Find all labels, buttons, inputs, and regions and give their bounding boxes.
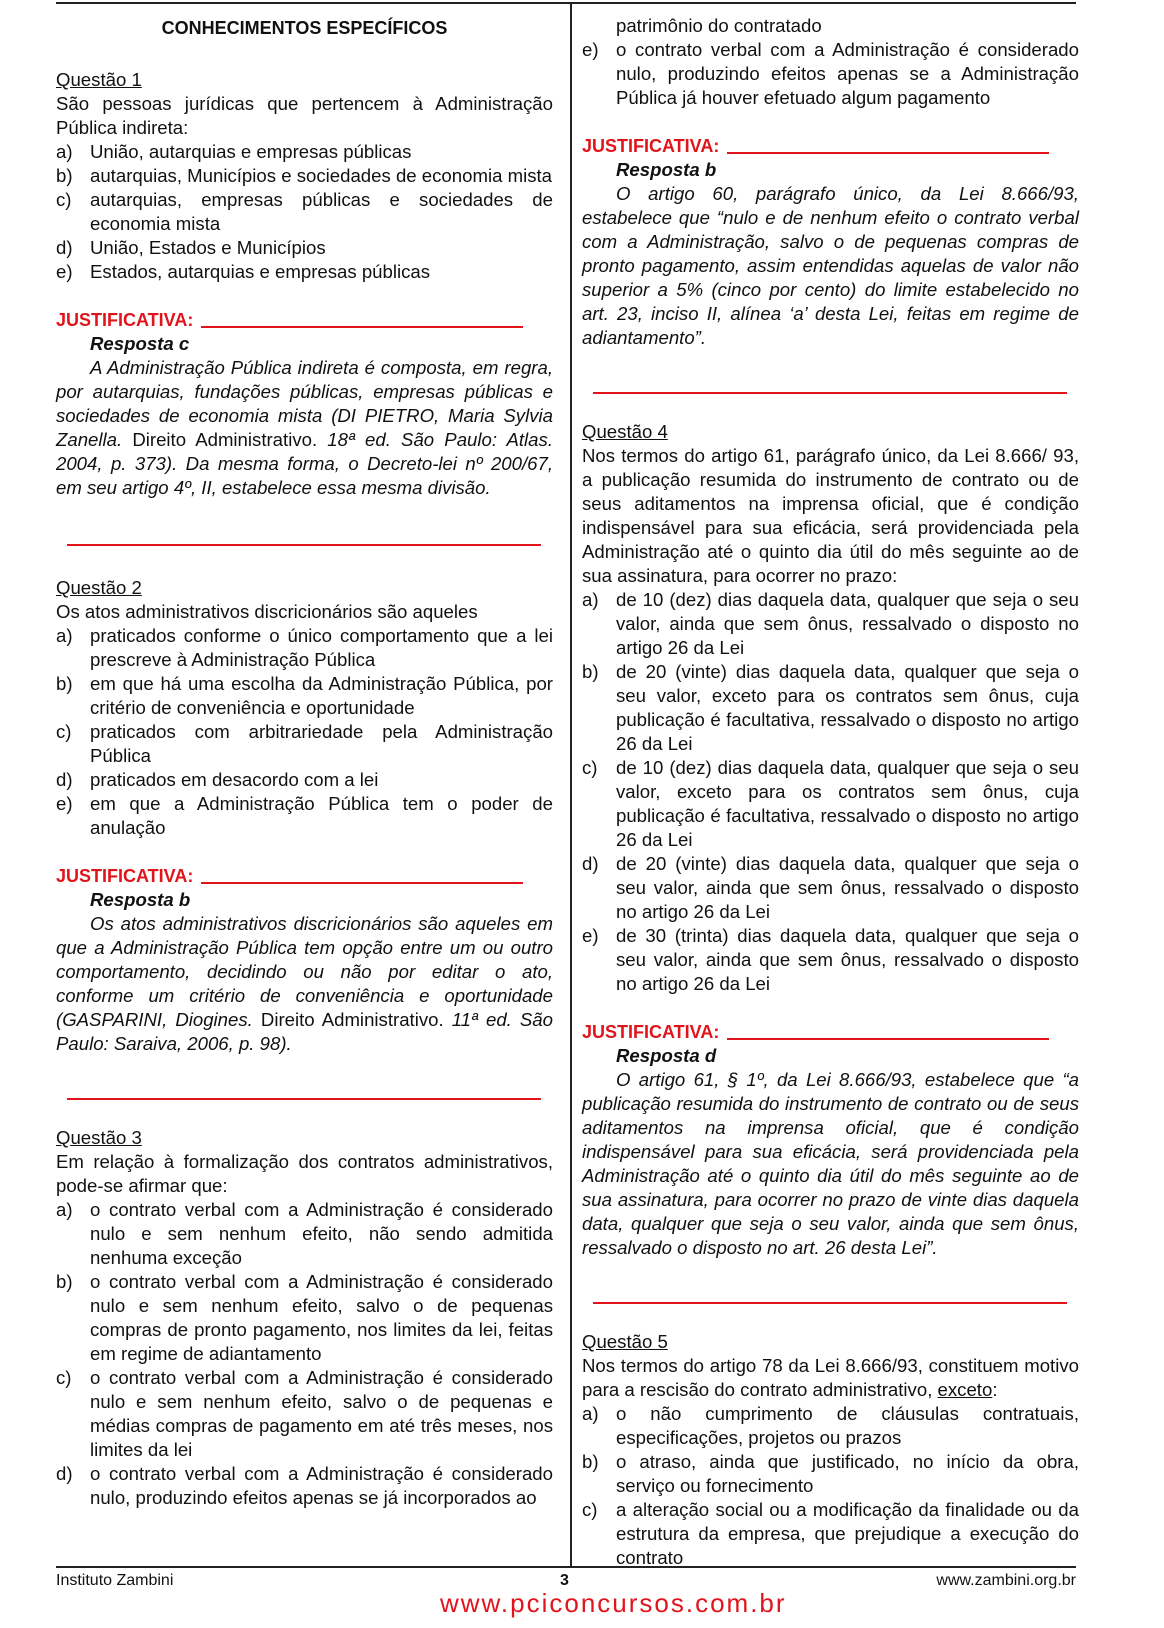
separator-line [67, 1098, 541, 1100]
column-divider [570, 2, 572, 1566]
explanation: O artigo 60, parágrafo único, da Lei 8.666/93, estabelece que “nulo e de nenhum efeito o contrato verbal com a Administração, salvo o de pequenas compras de pronto pagamento, assim entendidas aquelas de valor não superior a 5% (cinco por cento) do limite estabelecido no art. 23, inciso II, alínea ‘a’ desta Lei, feitas em regime de adiantamento”. [582, 183, 1079, 348]
question-title: Questão 1 [56, 69, 142, 90]
option-d-continued: patrimônio do contratado [616, 15, 822, 36]
separator-line [67, 544, 541, 546]
option-a: a) de 10 (dez) dias daquela data, qualquer que seja o seu valor, ainda que sem ônus, ressalvado o disposto no artigo 26 da Lei [582, 589, 1079, 658]
option-c: c) o contrato verbal com a Administração é considerado nulo e sem nenhum efeito, salvo o de pequenas e médias compras de pagamento em até três meses, nos limites da lei [56, 1367, 553, 1460]
footer-website-link[interactable]: www.zambini.org.br [936, 1572, 1076, 1589]
option-e: e) Estados, autarquias e empresas públicas [56, 261, 431, 282]
separator-line [593, 392, 1067, 394]
option-d: d) de 20 (vinte) dias daquela data, qualquer que seja o seu valor, ainda que sem ônus, ressalvado o disposto no artigo 26 da Lei [582, 853, 1079, 922]
question-stem: Os atos administrativos discricionários são aqueles [56, 601, 478, 622]
option-d: d) União, Estados e Municípios [56, 237, 326, 258]
question-stem: Em relação à formalização dos contratos administrativos, pode-se afirmar que: [56, 1151, 553, 1196]
explanation: O artigo 61, § 1º, da Lei 8.666/93, estabelece que “a publicação resumida do instrumento de contrato ou de seus aditamentos na imprensa oficial, que é condição indispensável para sua eficácia, será providenciada pela Administração até o quinto dia útil do mês seguinte ao de sua assinatura, para ocorrer no prazo de vinte dias daquela data, qualquer que seja o seu valor, ainda que sem ônus, ressalvado o disposto no art. 26 desta Lei”. [582, 1069, 1079, 1258]
separator-line [593, 1302, 1067, 1304]
option-b: b) o atraso, ainda que justificado, no início da obra, serviço ou fornecimento [582, 1451, 1079, 1496]
option-a: a) União, autarquias e empresas públicas [56, 141, 412, 162]
justification-header: JUSTIFICATIVA: [582, 134, 1079, 158]
option-d: d) o contrato verbal com a Administração é considerado nulo, produzindo efeitos apenas se já incorporados ao [56, 1463, 553, 1508]
page-heading: CONHECIMENTOS ESPECÍFICOS [161, 18, 448, 38]
explanation: Os atos administrativos discricionários são aqueles em que a Administração Pública tem opção entre um ou outro comportamento, decidindo ou não por editar o ato, conforme um critério de conveniência e oportunidade (GASPARINI, Diogines. Direito Administrativo. 11ª ed. São Paulo: Saraiva, 2006, p. 98). [56, 913, 553, 1054]
option-e: e) em que a Administração Pública tem o poder de anulação [56, 793, 553, 838]
answer-label: Resposta b [90, 889, 191, 910]
left-column [56, 14, 553, 1510]
option-a: a) praticados conforme o único comportamento que a lei prescreve à Administração Pública [56, 625, 553, 670]
question-title: Questão 3 [56, 1127, 142, 1148]
option-a: a) o contrato verbal com a Administração é considerado nulo e sem nenhum efeito, não sendo admitida nenhuma exceção [56, 1199, 553, 1268]
page-number: 3 [560, 1572, 569, 1589]
option-a: a) o não cumprimento de cláusulas contratuais, especificações, projetos ou prazos [582, 1403, 1079, 1448]
question-2 [56, 576, 553, 1056]
right-column [582, 14, 1079, 1570]
option-d: d) praticados em desacordo com a lei [56, 769, 379, 790]
option-b: b) o contrato verbal com a Administração é considerado nulo e sem nenhum efeito, salvo o de pequenas compras de pronto pagamento, nos limites da lei, feitas em regime de adiantamento [56, 1271, 553, 1364]
option-b: b) autarquias, Municípios e sociedades de economia mista [56, 165, 553, 186]
question-5 [582, 1330, 1079, 1570]
question-title: Questão 4 [582, 421, 668, 442]
option-b: b) de 20 (vinte) dias daquela data, qualquer que seja o seu valor, exceto para os contratos sem ônus, cuja publicação é facultativa, ressalvado o disposto no artigo 26 da Lei [582, 661, 1079, 754]
question-3-continued [582, 14, 1079, 350]
option-c: c) de 10 (dez) dias daquela data, qualquer que seja o seu valor, exceto para os contratos sem ônus, cuja publicação é facultativa, ressalvado o disposto no artigo 26 da Lei [582, 757, 1079, 850]
option-c: c) autarquias, empresas públicas e sociedades de economia mista [56, 189, 553, 234]
answer-label: Resposta c [90, 333, 190, 354]
justification-header: JUSTIFICATIVA: [56, 864, 553, 888]
option-b: b) em que há uma escolha da Administração Pública, por critério de conveniência e oportunidade [56, 673, 553, 718]
top-rule [56, 2, 1076, 4]
question-4 [582, 420, 1079, 1260]
option-e: e) o contrato verbal com a Administração é considerado nulo, produzindo efeitos apenas se a Administração Pública já houver efetuado algum pagamento [582, 39, 1079, 108]
question-stem: São pessoas jurídicas que pertencem à Administração Pública indireta: [56, 93, 553, 138]
question-stem: Nos termos do artigo 61, parágrafo único, da Lei 8.666/ 93, a publicação resumida do instrumento de contrato ou de seus aditamentos na imprensa oficial, que é condição indispensável para sua eficácia, será providenciada pela Administração até o quinto dia útil do mês seguinte ao de sua assinatura, para ocorrer no prazo: [582, 445, 1079, 586]
option-c: c) a alteração social ou a modificação da finalidade ou da estrutura da empresa, que prejudique a execução do contrato [582, 1499, 1079, 1568]
option-c: c) praticados com arbitrariedade pela Administração Pública [56, 721, 553, 766]
question-title: Questão 5 [582, 1331, 668, 1352]
question-1 [56, 68, 553, 500]
footer-institution: Instituto Zambini [56, 1572, 174, 1589]
question-stem: Nos termos do artigo 78 da Lei 8.666/93, constituem motivo para a rescisão do contrato administrativo, exceto: [582, 1355, 1079, 1400]
answer-label: Resposta d [616, 1045, 717, 1066]
justification-header: JUSTIFICATIVA: [56, 308, 553, 332]
explanation: A Administração Pública indireta é composta, em regra, por autarquias, fundações públicas, empresas públicas e sociedades de economia mista (DI PIETRO, Maria Sylvia Zanella. Direito Administrativo. 18ª ed. São Paulo: Atlas. 2004, p. 373). Da mesma forma, o Decreto-lei nº 200/67, em seu artigo 4º, II, estabelece essa mesma divisão. [56, 357, 553, 498]
answer-label: Resposta b [616, 159, 717, 180]
question-3 [56, 1126, 553, 1510]
footer-watermark-link[interactable]: www.pciconcursos.com.br [440, 1588, 787, 1618]
question-title: Questão 2 [56, 577, 142, 598]
option-e: e) de 30 (trinta) dias daquela data, qualquer que seja o seu valor, ainda que sem ônus, ressalvado o disposto no artigo 26 da Lei [582, 925, 1079, 994]
justification-header: JUSTIFICATIVA: [582, 1020, 1079, 1044]
